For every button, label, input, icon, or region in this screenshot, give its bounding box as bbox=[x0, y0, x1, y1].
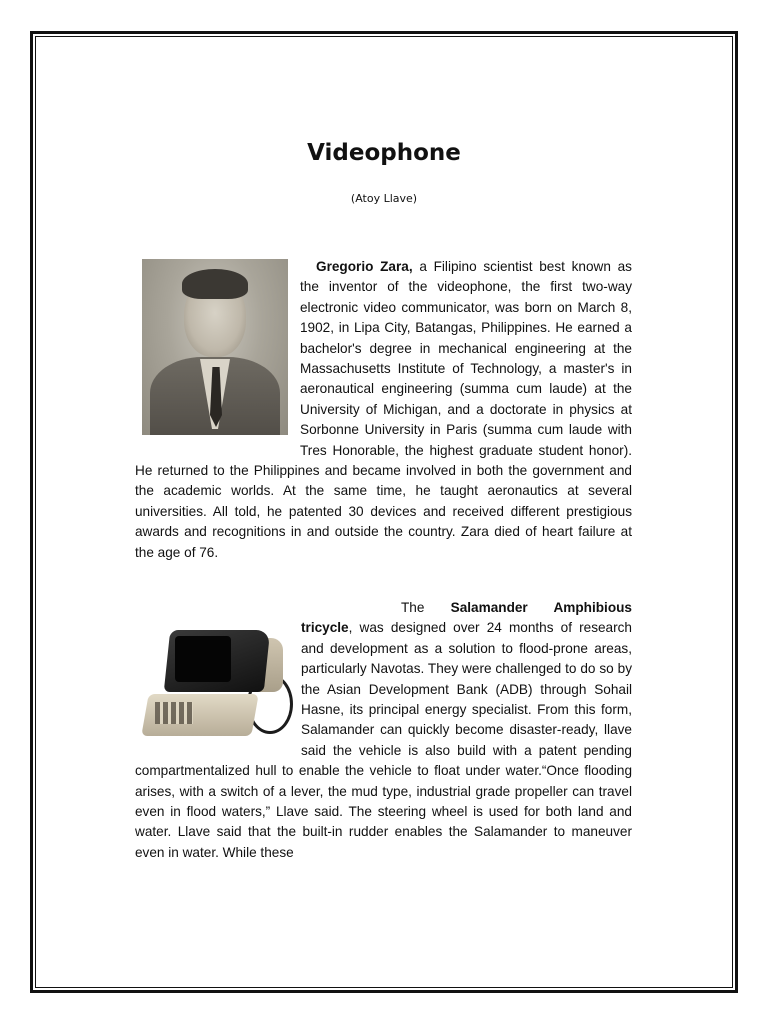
gregorio-zara-portrait bbox=[142, 259, 288, 435]
document-title: Videophone bbox=[307, 140, 461, 166]
zara-name: Gregorio Zara, bbox=[316, 259, 413, 274]
salamander-lead: The bbox=[401, 600, 451, 615]
zara-section bbox=[135, 257, 632, 563]
document-author: (Atoy Llave) bbox=[350, 192, 418, 205]
salamander-section bbox=[135, 598, 632, 863]
salamander-text: , was designed over 24 months of research and development as a solution to flood-prone areas, particularly Navotas. They were challenged to do so by the Asian Development Bank (ADB) through Sohail Hasne, its principal energy specialist. From this form, Salamander can quickly become disaster-ready, llave said the vehicle is also build with a patent pending compartmentalized hull to enable the vehicle to float under water.“Once flooding arises, with a switch of a lever, the mud type, industrial grade propeller can travel even in flood waters,” Llave said. The steering wheel is used for both land and water. Llave said that the built-in rudder enables the Salamander to maneuver even in water. While these bbox=[135, 620, 632, 860]
videophone-device-image bbox=[135, 616, 293, 752]
zara-text: a Filipino scientist best known as the inventor of the videophone, the first two-way electronic video communicator, was born on March 8, 1902, in Lipa City, Batangas, Philippines. He earned a bachelor's degree in mechanical engineering at the Massachusetts Institute of Technology, a master's in aeronautical engineering (summa cum laude) at the University of Michigan, and a doctorate in physics at Sorbonne University in Paris (summa cum laude with Tres Honorable, the highest graduate student honor). He returned to the Philippines and became involved in both the government and the academic worlds. At the same time, he taught aeronautics at several universities. All told, he patented 30 devices and received different prestigious awards and recognitions in and outside the country. Zara died of heart failure at the age of 76. bbox=[135, 259, 632, 560]
salamander-name: Salamander Amphibious tricycle bbox=[301, 600, 632, 636]
